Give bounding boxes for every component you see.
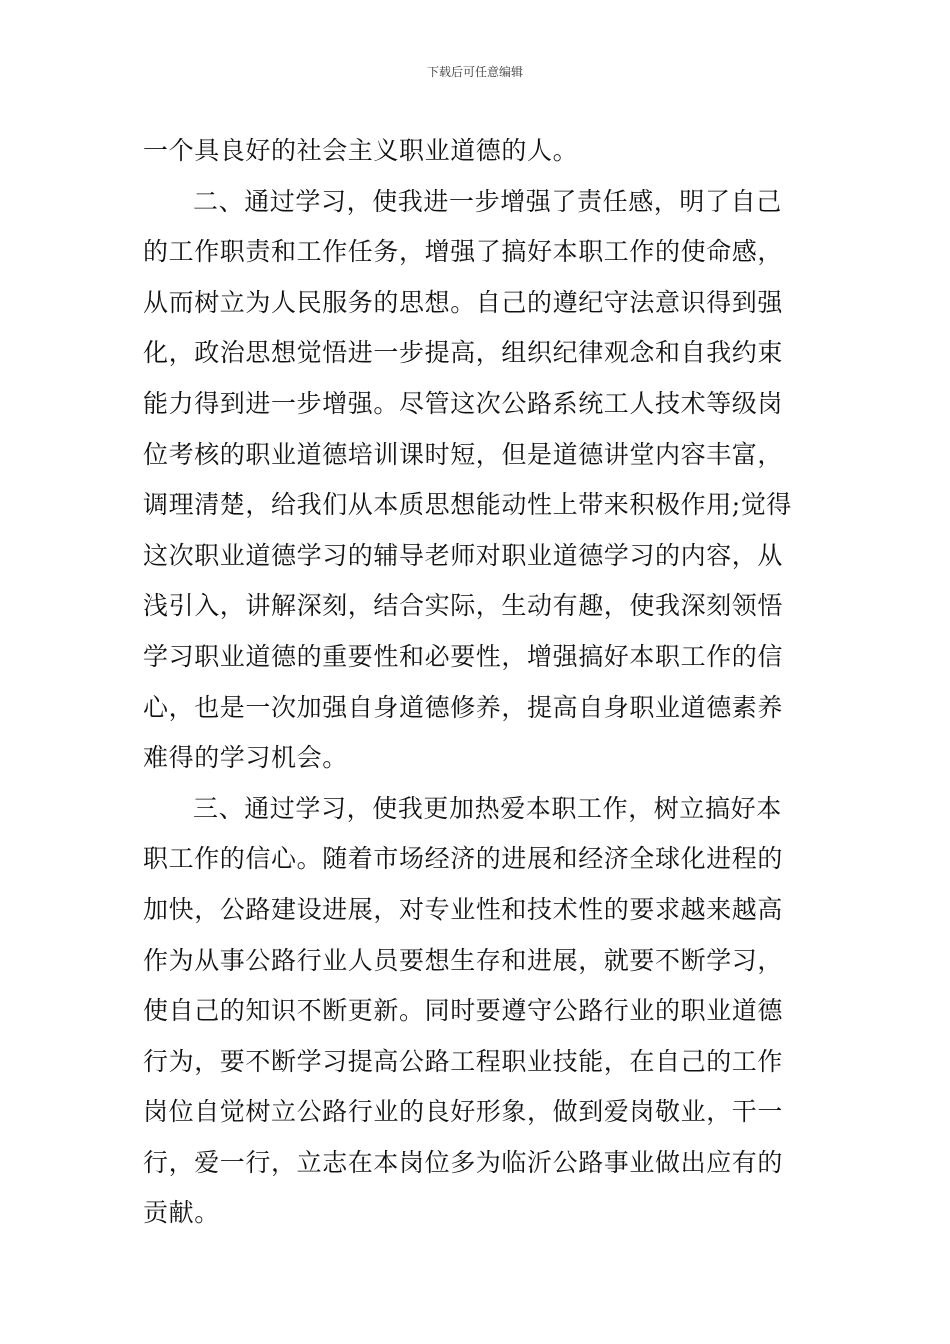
text-line: 化，政治思想觉悟进一步提高，组织纪律观念和自我约束 xyxy=(143,338,784,368)
document-body xyxy=(143,126,813,1239)
text-line: 从而树立为人民服务的思想。自己的遵纪守法意识得到强 xyxy=(143,287,784,317)
text-line: 作为从事公路行业人员要想生存和进展，就要不断学习， xyxy=(143,945,784,975)
text-line: 行，爱一行，立志在本岗位多为临沂公路事业做出应有的 xyxy=(143,1147,784,1177)
text-line: 贡献。 xyxy=(143,1198,220,1228)
text-line: 能力得到进一步增强。尽管这次公路系统工人技术等级岗 xyxy=(143,388,784,418)
text-line: 调理清楚，给我们从本质思想能动性上带来积极作用;觉得 xyxy=(143,490,793,520)
paragraph-2 xyxy=(143,177,813,784)
paragraph-3 xyxy=(143,784,813,1239)
text-line: 岗位自觉树立公路行业的良好形象，做到爱岗敬业，干一 xyxy=(143,1097,784,1127)
text-line: 位考核的职业道德培训课时短，但是道德讲堂内容丰富， xyxy=(143,439,784,469)
text-line: 加快，公路建设进展，对专业性和技术性的要求越来越高 xyxy=(143,894,784,924)
page-header: 下载后可任意编辑 xyxy=(426,65,523,79)
text-line: 职工作的信心。随着市场经济的进展和经济全球化进程的 xyxy=(143,844,784,874)
text-line: 三、通过学习，使我更加热爱本职工作，树立搞好本 xyxy=(193,793,782,823)
paragraph-1 xyxy=(143,126,813,177)
text-line: 二、通过学习，使我进一步增强了责任感，明了自己 xyxy=(193,186,782,216)
text-line: 心，也是一次加强自身道德修养，提高自身职业道德素养 xyxy=(143,692,784,722)
text-line: 难得的学习机会。 xyxy=(143,743,348,773)
text-line: 使自己的知识不断更新。同时要遵守公路行业的职业道德 xyxy=(143,996,784,1026)
text-line: 的工作职责和工作任务，增强了搞好本职工作的使命感， xyxy=(143,237,784,267)
text-line: 浅引入，讲解深刻，结合实际，生动有趣，使我深刻领悟 xyxy=(143,591,784,621)
text-line: 一个具良好的社会主义职业道德的人。 xyxy=(143,136,579,165)
text-line: 这次职业道德学习的辅导老师对职业道德学习的内容，从 xyxy=(143,540,784,570)
text-line: 行为，要不断学习提高公路工程职业技能，在自己的工作 xyxy=(143,1046,784,1076)
text-line: 学习职业道德的重要性和必要性，增强搞好本职工作的信 xyxy=(143,641,784,671)
